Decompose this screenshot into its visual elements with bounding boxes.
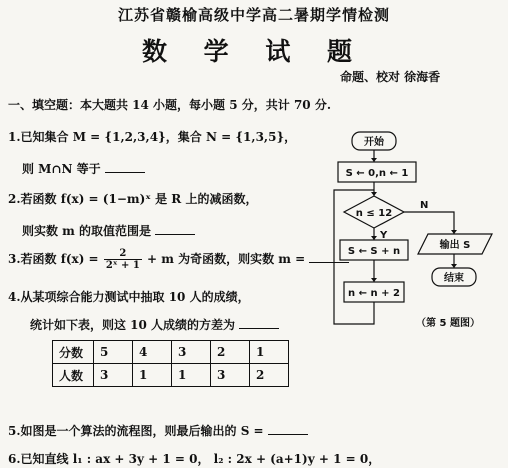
question-6: 6.已知直线 l₁ : ax + 3y + 1 = 0， l₂ : 2x + (a+1)y + 1 = 0，: [8, 452, 381, 466]
row-label: 人数: [53, 364, 94, 387]
question-2-line-1: 2.若函数 f(x) = (1−m)ˣ 是 R 上的减函数，: [8, 192, 258, 206]
question-1-line-2: [22, 160, 145, 177]
row-label: 分数: [53, 341, 94, 364]
question-2-line-2: [22, 222, 195, 239]
question-3-fraction: [104, 248, 142, 271]
score-table: [52, 340, 289, 387]
question-3-suffix: + m 为奇函数，则实数 m =: [147, 252, 306, 266]
subject-title: 数 学 试 题: [141, 37, 367, 66]
flow-end-text: 结束: [444, 273, 464, 284]
table-cell: 3: [211, 364, 250, 387]
fraction-numerator: 2: [104, 248, 142, 260]
question-5-text: 5.如图是一个算法的流程图，则最后输出的 S =: [8, 424, 264, 438]
flow-condition-text: n ≤ 12: [355, 208, 393, 219]
question-1-line-1: 1.已知集合 M = {1,2,3,4}，集合 N = {1,3,5}，: [8, 130, 297, 144]
table-cell: 1: [250, 341, 289, 364]
flow-caption: （第 5 题图）: [416, 318, 480, 329]
table-cell: 2: [211, 341, 250, 364]
school-title: 江苏省赣榆高级中学高二暑期学情检测: [117, 6, 390, 24]
question-3: [8, 248, 349, 271]
question-5: [8, 422, 308, 439]
flow-init-text: S ← 0,n ← 1: [345, 168, 409, 179]
flow-step1-text: S ← S + n: [347, 246, 401, 257]
answer-blank-5[interactable]: [268, 424, 308, 435]
author-line: 命题、校对 徐海香: [340, 70, 441, 84]
table-row: [53, 364, 289, 387]
flow-start-text: 开始: [364, 137, 384, 148]
flow-output-text: 输出 S: [439, 240, 471, 251]
flow-no-label: N: [420, 200, 429, 211]
table-cell: 5: [94, 341, 133, 364]
flowchart: [330, 128, 506, 338]
table-cell: 1: [172, 364, 211, 387]
flow-no-branch-line: [404, 212, 454, 234]
table-cell: 3: [94, 364, 133, 387]
question-4-text: 统计如下表，则这 10 人成绩的方差为: [30, 318, 236, 332]
question-4-line-1: 4.从某项综合能力测试中抽取 10 人的成绩，: [8, 290, 250, 304]
answer-blank-2[interactable]: [155, 224, 195, 235]
question-1-text: 则 M∩N 等于: [22, 162, 101, 176]
fraction-denominator: 2ˣ + 1: [105, 260, 140, 271]
flow-step2-text: n ← n + 2: [348, 288, 400, 299]
question-3-prefix: 3.若函数 f(x) =: [8, 252, 99, 266]
question-4-line-2: [30, 316, 279, 333]
flow-yes-label: Y: [380, 230, 388, 241]
section-heading: 一、填空题：本大题共 14 小题，每小题 5 分，共计 70 分.: [8, 98, 331, 112]
table-cell: 3: [172, 341, 211, 364]
question-2-text: 则实数 m 的取值范围是: [22, 224, 152, 238]
answer-blank-1[interactable]: [105, 162, 145, 173]
table-cell: 1: [133, 364, 172, 387]
table-cell: 2: [250, 364, 289, 387]
table-cell: 4: [133, 341, 172, 364]
table-row: [53, 341, 289, 364]
answer-blank-4[interactable]: [239, 318, 279, 329]
